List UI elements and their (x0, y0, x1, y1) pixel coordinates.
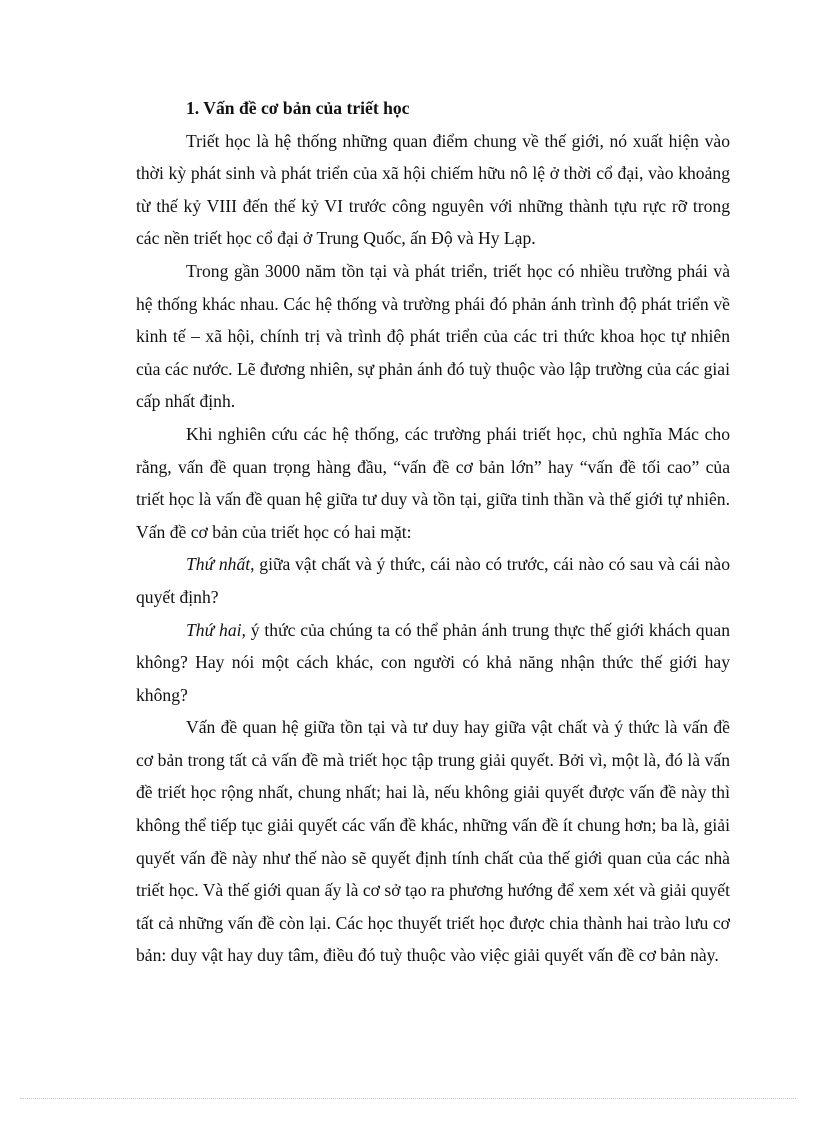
paragraph-4 (136, 548, 730, 613)
paragraph-5-lead: Thứ hai, (186, 619, 246, 640)
paragraph-4-lead: Thứ nhất (186, 554, 251, 575)
paragraph-1: Triết học là hệ thống những quan điểm chung về thế giới, nó xuất hiện vào thời kỳ phát sinh và phát triển của xã hội chiếm hữu nô lệ ở thời cổ đại, vào khoảng từ thế kỷ VIII đến thế kỷ VI trước công nguyên với những thành tựu rực rỡ trong các nền triết học cổ đại ở Trung Quốc, ấn Độ và Hy Lạp. (136, 130, 730, 249)
paragraph-3: Khi nghiên cứu các hệ thống, các trường phái triết học, chủ nghĩa Mác cho rằng, vấn đề quan trọng hàng đầu, “vấn đề cơ bản lớn” hay “vấn đề tối cao” của triết học là vấn đề quan hệ giữa tư duy và tồn tại, giữa tinh thần và thế giới tự nhiên. Vấn đề cơ bản của triết học có hai mặt: (136, 423, 730, 542)
section-heading: 1. Vấn đề cơ bản của triết học (186, 98, 410, 118)
document-page (136, 92, 730, 972)
paragraph-5-text: ý thức của chúng ta có thể phản ánh trung thực thế giới khách quan không? Hay nói một cách khác, con người có khả năng nhận thức thế giới hay không? (136, 619, 730, 705)
paragraph-6: Vấn đề quan hệ giữa tồn tại và tư duy hay giữa vật chất và ý thức là vấn đề cơ bản trong tất cả vấn đề mà triết học tập trung giải quyết. Bởi vì, một là, đó là vấn đề triết học rộng nhất, chung nhất; hai là, nếu không giải quyết được vấn đề này thì không thể tiếp tục giải quyết các vấn đề khác, những vấn đề ít chung hơn; ba là, giải quyết vấn đề này như thế nào sẽ quyết định tính chất của thế giới quan của các nhà triết học. Và thế giới quan ấy là cơ sở tạo ra phương hướng để xem xét và giải quyết tất cả những vấn đề còn lại. Các học thuyết triết học được chia thành hai trào lưu cơ bản: duy vật hay duy tâm, điều đó tuỳ thuộc vào việc giải quyết vấn đề cơ bản này. (136, 717, 730, 966)
paragraph-2: Trong gần 3000 năm tồn tại và phát triển, triết học có nhiều trường phái và hệ thống khác nhau. Các hệ thống và trường phái đó phản ánh trình độ phát triển về kinh tế – xã hội, chính trị và trình độ phát triển của các tri thức khoa học tự nhiên của các nước. Lẽ đương nhiên, sự phản ánh đó tuỳ thuộc vào lập trường của các giai cấp nhất định. (136, 260, 730, 412)
page-bottom-divider (20, 1098, 796, 1099)
paragraph-4-text: , giữa vật chất và ý thức, cái nào có trước, cái nào có sau và cái nào quyết định? (136, 554, 730, 607)
paragraph-5 (136, 614, 730, 712)
